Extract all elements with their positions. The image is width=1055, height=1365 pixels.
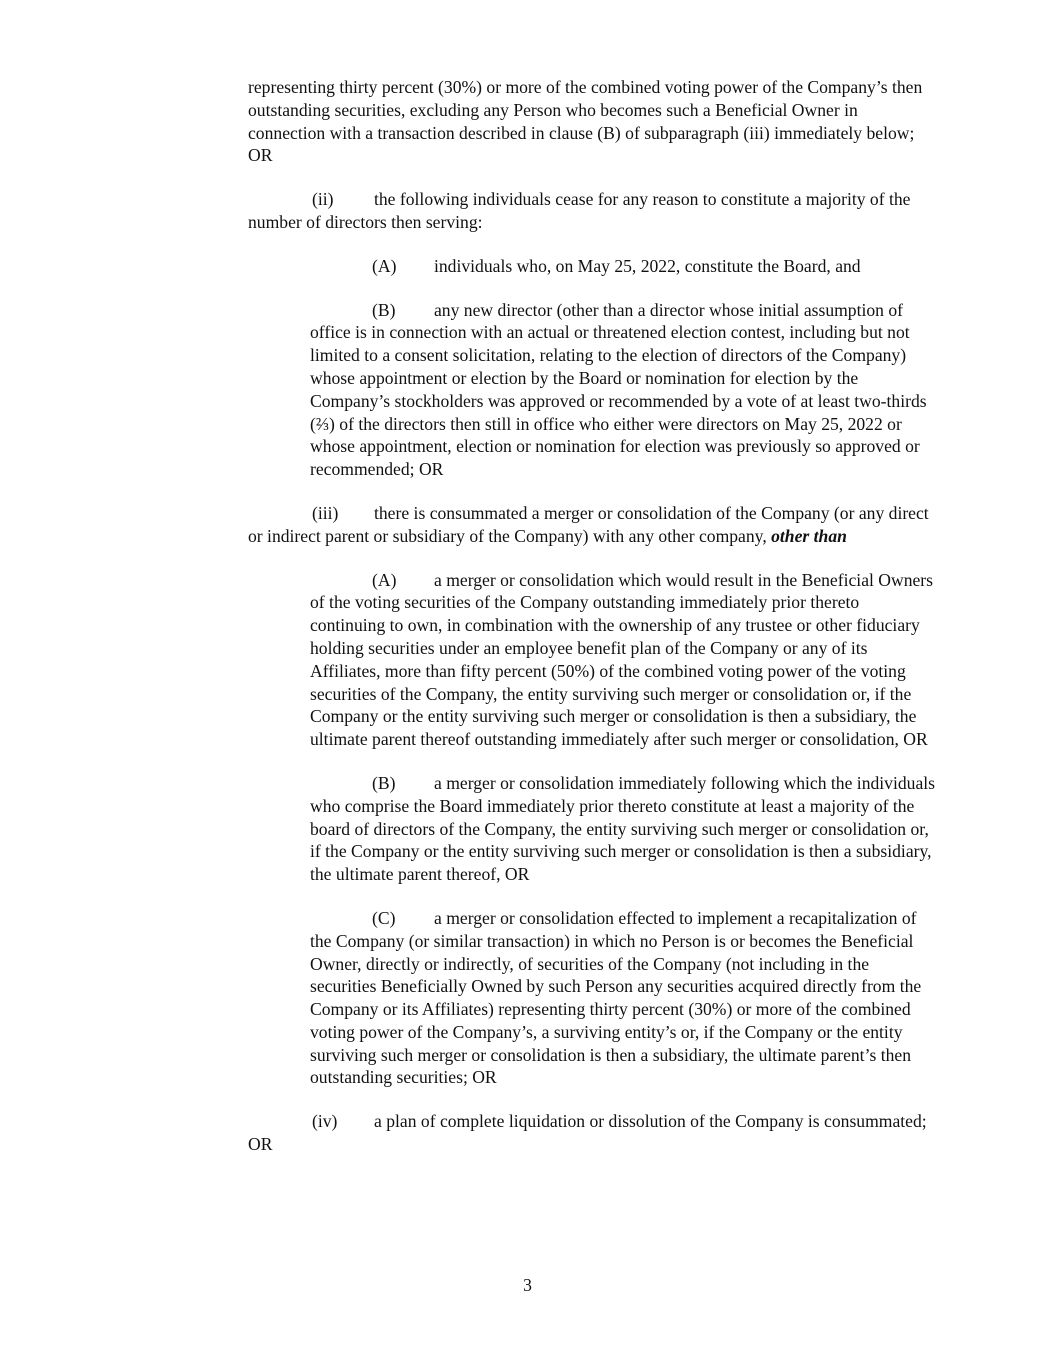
clause-text-iv: a plan of complete liquidation or dissolution of the Company is consummated; OR <box>248 1111 927 1155</box>
clause-label-iii-b: (B) <box>372 772 396 793</box>
document-body <box>248 76 938 1177</box>
clause-text-ii-b: any new director (other than a director whose initial assumption of office is in connection with an actual or threatened election contest, including but not limited to a consent solicitation, relating to the election of directors of the Company) whose appointment or election by the Board or nomination for election by the Company’s stockholders was approved or recommended by a vote of at least two-thirds (⅔) of the directors then still in office who either were directors on May 25, 2022 or whose appointment, election or nomination for election was previously so approved or recommended; OR <box>310 299 927 480</box>
clause-text-iii: there is consummated a merger or consolidation of the Company (or any direct or indirect parent or subsidiary of the Company) with any other company, <box>248 502 929 546</box>
clause-label-ii-a: (A) <box>372 255 397 276</box>
clause-label-iii-c: (C) <box>372 907 396 928</box>
clause-text-iii-b: a merger or consolidation immediately following which the individuals who comprise the Board immediately prior thereto constitute at least a majority of the board of directors of the Company, the entity surviving such merger or consolidation or, if the Company or the entity surviving such merger or consolidation is then a subsidiary, the ultimate parent thereof, OR <box>310 772 935 885</box>
clause-text-iii-a: a merger or consolidation which would result in the Beneficial Owners of the voting securities of the Company outstanding immediately prior thereto continuing to own, in combination with the ownership of any trustee or other fiduciary holding securities under an employee benefit plan of the Company or any of its Affiliates, more than fifty percent (50%) of the combined voting power of the voting securities of the Company, the entity surviving such merger or consolidation or, if the Company or the entity surviving such merger or consolidation is then a subsidiary, the ultimate parent thereof outstanding immediately after such merger or consolidation, OR <box>310 569 934 750</box>
emphasis-other-than: other than <box>771 525 847 546</box>
paragraph-ii-a <box>310 255 938 278</box>
clause-label-iv: (iv) <box>312 1111 338 1132</box>
paragraph-iii-a <box>310 569 938 751</box>
paragraph-ii-b <box>310 299 938 481</box>
paragraph-iii-b <box>310 772 938 886</box>
paragraph-iii <box>248 502 938 548</box>
clause-label-iii-a: (A) <box>372 569 397 590</box>
page-number: 3 <box>523 1275 532 1295</box>
clause-text-iii-c: a merger or consolidation effected to implement a recapitalization of the Company (or similar transaction) in which no Person is or becomes the Beneficial Owner, directly or indirectly, of securities of the Company (not including in the securities Beneficially Owned by such Person any securities acquired directly from the Company or its Affiliates) representing thirty percent (30%) or more of the combined voting power of the Company’s, a surviving entity’s or, if the Company or the entity surviving such merger or consolidation is then a subsidiary, the ultimate parent’s then outstanding securities; OR <box>310 907 922 1088</box>
paragraph-ii <box>248 188 938 234</box>
clause-text-ii-a: individuals who, on May 25, 2022, constitute the Board, and <box>434 255 861 276</box>
paragraph-iv <box>248 1110 938 1156</box>
clause-label-iii: (iii) <box>312 502 339 523</box>
clause-label-ii: (ii) <box>312 189 334 210</box>
clause-text-ii: the following individuals cease for any reason to constitute a majority of the number of directors then serving: <box>248 189 911 232</box>
clause-label-ii-b: (B) <box>372 299 396 320</box>
paragraph-intro: representing thirty percent (30%) or more of the combined voting power of the Company’s then outstanding securities, excluding any Person who becomes such a Beneficial Owner in connection with a transaction described in clause (B) of subparagraph (iii) immediately below; OR <box>248 77 923 166</box>
paragraph-iii-c <box>310 907 938 1089</box>
